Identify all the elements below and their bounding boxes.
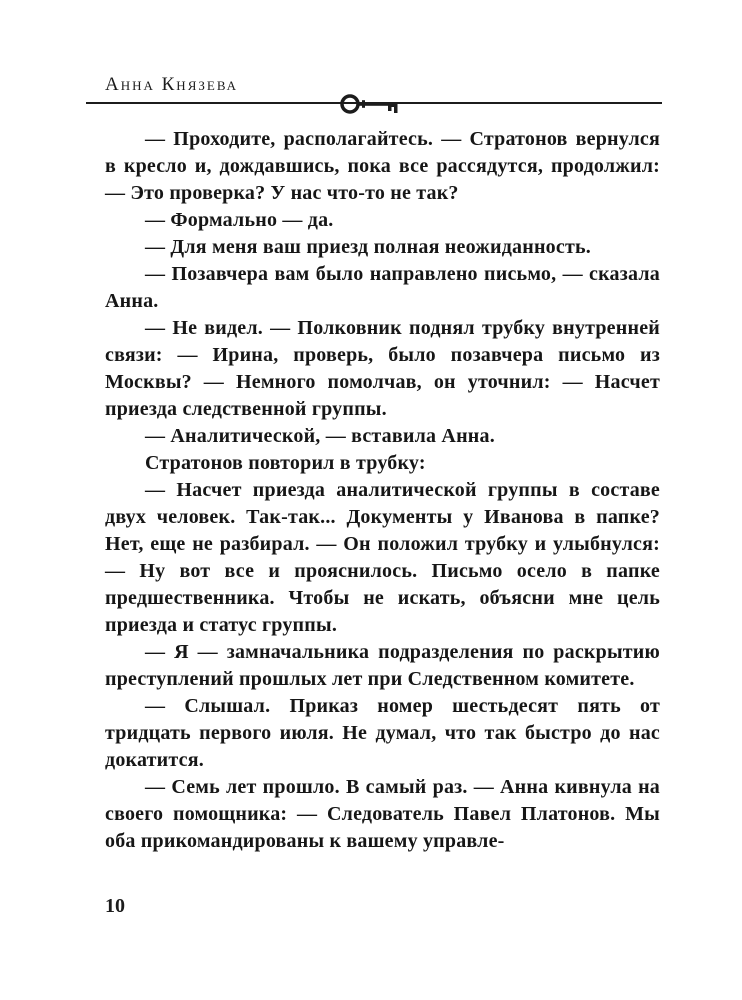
body-text	[105, 126, 660, 855]
key-icon	[338, 93, 410, 115]
paragraph: — Аналитической, — вставила Анна.	[145, 425, 495, 447]
paragraph: — Насчет приезда аналитической группы в составе двух человек. Так-так... Документы у Иванова в папке? Нет, еще не разбирал. — Он положил трубку и улыбнулся: — Ну вот все и прояснилось. Письмо осело в папке предшественника. Чтобы не искать, объясни мне цель приезда и статус группы.	[105, 479, 660, 636]
paragraph: Стратонов повторил в трубку:	[145, 452, 426, 474]
page-number: 10	[105, 895, 125, 917]
paragraph: — Семь лет прошло. В самый раз. — Анна кивнула на своего помощника: — Следователь Павел Платонов. Мы оба прикомандированы к вашему управле-	[105, 776, 660, 852]
paragraph: — Не видел. — Полковник поднял трубку внутренней связи: — Ирина, проверь, было позавчера письмо из Москвы? — Немного помолчав, он уточнил: — Насчет приезда следственной группы.	[105, 317, 660, 420]
paragraph: — Формально — да.	[145, 209, 334, 231]
paragraph: — Проходите, располагайтесь. — Стратонов вернулся в кресло и, дождавшись, пока все рассядутся, продолжил: — Это проверка? У нас что-то не так?	[105, 128, 660, 204]
paragraph: — Позавчера вам было направлено письмо, — сказала Анна.	[105, 263, 660, 312]
author-name: Анна Князева	[105, 74, 239, 95]
header-divider	[86, 102, 662, 104]
paragraph: — Для меня ваш приезд полная неожиданность.	[145, 236, 591, 258]
paragraph: — Я — замначальника подразделения по раскрытию преступлений прошлых лет при Следственном комитете.	[105, 641, 660, 690]
paragraph: — Слышал. Приказ номер шестьдесят пять от тридцать первого июля. Не думал, что так быстро до нас докатится.	[105, 695, 660, 771]
